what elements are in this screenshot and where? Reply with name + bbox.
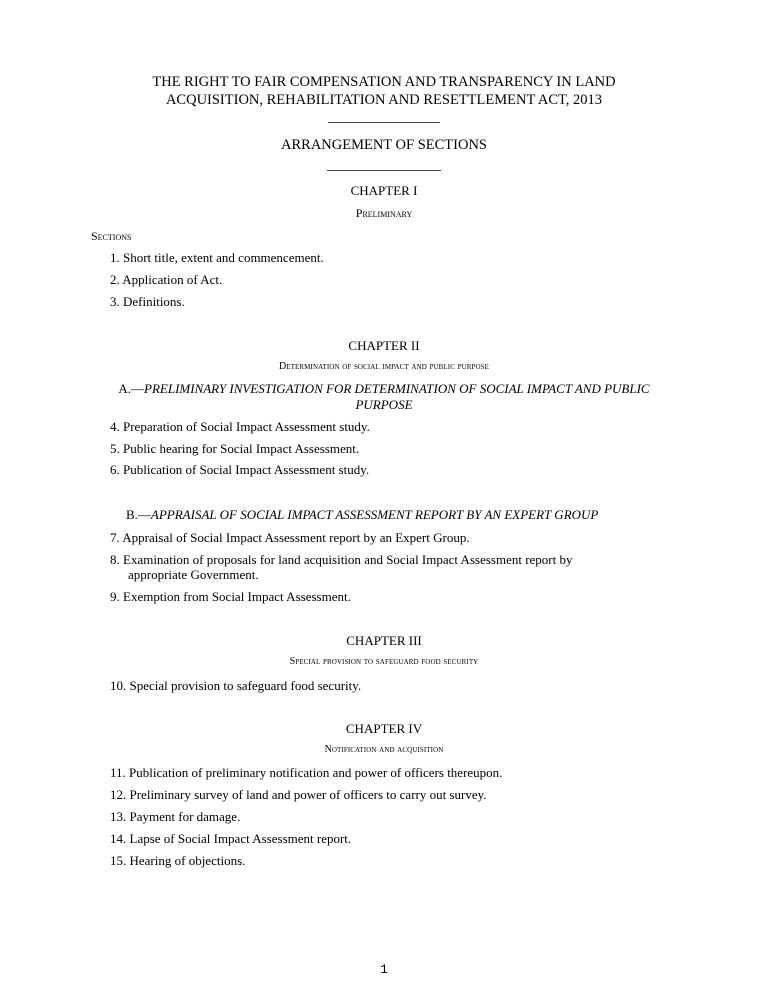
section-item: 5. Public hearing for Social Impact Assessment. (110, 441, 360, 456)
section-item: 7. Appraisal of Social Impact Assessment report by an Expert Group. (110, 530, 470, 545)
chapter-3-subheading: Special provision to safeguard food security (289, 656, 479, 667)
chapter-4-subheading: Notification and acquisition (324, 744, 444, 755)
chapter-4-heading: CHAPTER IV (345, 721, 423, 736)
part-b-prefix: B.— (126, 507, 151, 522)
section-item-line-2: appropriate Government. (128, 567, 259, 582)
page-number: 1 (380, 962, 388, 977)
part-a-heading (0, 381, 768, 413)
chapter-1-subheading: Preliminary (355, 206, 413, 220)
section-item: 4. Preparation of Social Impact Assessment study. (110, 419, 370, 434)
part-b-heading (126, 507, 598, 523)
section-item: 10. Special provision to safeguard food security. (110, 678, 362, 693)
section-item: 1. Short title, extent and commencement. (110, 250, 324, 265)
section-item: 14. Lapse of Social Impact Assessment report. (110, 831, 352, 846)
arrangement-heading: ARRANGEMENT OF SECTIONS (281, 137, 487, 153)
act-title (0, 73, 768, 109)
part-a-title-line-2: PURPOSE (355, 397, 413, 412)
section-item (110, 552, 573, 582)
section-item: 15. Hearing of objections. (110, 853, 246, 868)
section-item-line-1: 8. Examination of proposals for land acquisition and Social Impact Assessment report by (110, 552, 573, 567)
chapter-2-subheading: Determination of social impact and public purpose (278, 361, 490, 372)
sections-label: Sections (91, 229, 132, 243)
part-b-title: APPRAISAL OF SOCIAL IMPACT ASSESSMENT REPORT BY AN EXPERT GROUP (150, 507, 599, 522)
section-item: 9. Exemption from Social Impact Assessment. (110, 589, 351, 604)
title-divider (328, 122, 440, 123)
section-item: 2. Application of Act. (110, 272, 223, 287)
section-item: 3. Definitions. (110, 294, 185, 309)
part-a-prefix: A.— (118, 381, 145, 396)
chapter-2-heading: CHAPTER II (348, 338, 420, 353)
chapter-3-heading: CHAPTER III (346, 633, 422, 648)
section-item: 12. Preliminary survey of land and power of officers to carry out survey. (110, 787, 487, 802)
section-item: 6. Publication of Social Impact Assessment study. (110, 462, 370, 477)
section-item: 11. Publication of preliminary notification and power of officers thereupon. (110, 765, 503, 780)
act-title-line-1: THE RIGHT TO FAIR COMPENSATION AND TRANSPARENCY IN LAND (152, 74, 616, 90)
act-title-line-2: ACQUISITION, REHABILITATION AND RESETTLEMENT ACT, 2013 (165, 92, 603, 108)
part-a-title-line-1: PRELIMINARY INVESTIGATION FOR DETERMINATION OF SOCIAL IMPACT AND PUBLIC (144, 381, 650, 396)
chapter-1-heading: CHAPTER I (350, 183, 418, 198)
arrangement-divider (327, 170, 441, 171)
section-item: 13. Payment for damage. (110, 809, 241, 824)
